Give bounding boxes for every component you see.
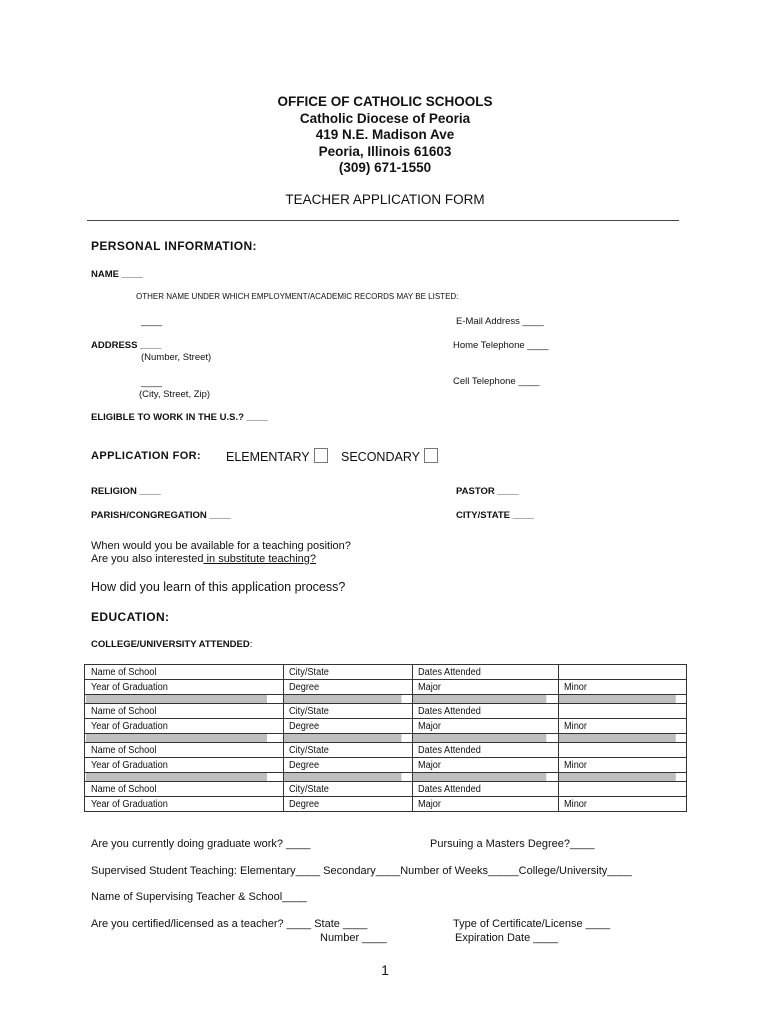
school-name-cell[interactable]: Name of School: [85, 704, 268, 719]
application-for-label: APPLICATION FOR:: [91, 450, 202, 462]
student-teaching-field[interactable]: Supervised Student Teaching: Elementary____ Secondary____Number of Weeks_____College/University____: [91, 865, 632, 877]
empty-cell[interactable]: [558, 665, 676, 680]
elementary-checkbox[interactable]: [314, 448, 328, 463]
table-separator: [85, 734, 687, 743]
dates-attended-cell[interactable]: Dates Attended: [412, 704, 546, 719]
secondary-option[interactable]: [341, 448, 438, 464]
empty-cell[interactable]: [558, 704, 676, 719]
table-row: [85, 680, 687, 695]
table-row: [85, 797, 687, 812]
personal-info-heading: PERSONAL INFORMATION:: [91, 239, 257, 253]
parish-field[interactable]: PARISH/CONGREGATION ____: [91, 510, 231, 521]
minor-cell[interactable]: Minor: [558, 758, 676, 773]
minor-cell[interactable]: Minor: [558, 680, 676, 695]
school-name-cell[interactable]: Name of School: [85, 743, 268, 758]
street-address: 419 N.E. Madison Ave: [315, 127, 455, 142]
address-hint: (Number, Street): [141, 352, 212, 363]
secondary-checkbox[interactable]: [424, 448, 438, 463]
masters-degree-field[interactable]: Pursuing a Masters Degree?____: [430, 838, 595, 850]
city-hint: (City, Street, Zip): [139, 389, 211, 400]
parish-city-state-field[interactable]: CITY/STATE ____: [456, 510, 534, 521]
city-address: Peoria, Illinois 61603: [318, 143, 452, 159]
empty-cell[interactable]: [558, 743, 676, 758]
diocese-name: Catholic Diocese of Peoria: [299, 110, 471, 126]
dates-attended-cell[interactable]: Dates Attended: [412, 665, 546, 680]
degree-cell[interactable]: Degree: [283, 680, 402, 695]
school-name-cell[interactable]: Name of School: [85, 665, 268, 680]
degree-cell[interactable]: Degree: [283, 758, 402, 773]
minor-cell[interactable]: Minor: [558, 797, 676, 812]
phone-number: (309) 671-1550: [338, 160, 432, 175]
header-divider: [87, 220, 679, 221]
elementary-option[interactable]: [226, 448, 328, 464]
supervising-teacher-field[interactable]: Name of Supervising Teacher & School____: [91, 891, 307, 903]
form-title: TEACHER APPLICATION FORM: [285, 192, 485, 207]
substitute-question-underlined: in substitute teaching?: [203, 553, 317, 565]
expiration-date-field[interactable]: Expiration Date ____: [455, 932, 558, 944]
graduation-year-cell[interactable]: Year of Graduation: [85, 797, 268, 812]
table-row: [85, 743, 687, 758]
college-attended-text: COLLEGE/UNIVERSITY ATTENDED: [91, 639, 250, 650]
other-name-label: OTHER NAME UNDER WHICH EMPLOYMENT/ACADEMIC RECORDS MAY BE LISTED:: [136, 292, 459, 301]
major-cell[interactable]: Major: [412, 719, 546, 734]
email-field[interactable]: E-Mail Address ____: [456, 316, 544, 327]
table-row: [85, 758, 687, 773]
education-table: [84, 664, 687, 812]
availability-question: When would you be available for a teaching position?: [91, 540, 351, 552]
city-state-cell[interactable]: City/State: [283, 743, 402, 758]
substitute-question-prefix: Are you also interested: [91, 553, 204, 565]
secondary-label: SECONDARY: [341, 450, 420, 464]
graduate-work-field[interactable]: Are you currently doing graduate work? ____: [91, 838, 311, 850]
page-number: 1: [381, 962, 389, 978]
table-row: [85, 704, 687, 719]
degree-cell[interactable]: Degree: [283, 719, 402, 734]
table-row: [85, 782, 687, 797]
graduation-year-cell[interactable]: Year of Graduation: [85, 680, 268, 695]
other-name-field[interactable]: ____: [141, 316, 163, 327]
college-attended-label: [91, 639, 252, 650]
college-attended-colon: :: [249, 639, 253, 650]
dates-attended-cell[interactable]: Dates Attended: [412, 743, 546, 758]
major-cell[interactable]: Major: [412, 758, 546, 773]
name-field[interactable]: NAME ____: [91, 269, 143, 280]
table-separator: [85, 773, 687, 782]
school-name-cell[interactable]: Name of School: [85, 782, 268, 797]
minor-cell[interactable]: Minor: [558, 719, 676, 734]
learn-process-question: How did you learn of this application process?: [91, 580, 346, 594]
graduation-year-cell[interactable]: Year of Graduation: [85, 719, 268, 734]
cell-telephone-field[interactable]: Cell Telephone ____: [453, 376, 540, 387]
table-separator: [85, 695, 687, 704]
table-row: [85, 665, 687, 680]
city-state-cell[interactable]: City/State: [283, 704, 402, 719]
certificate-number-field[interactable]: Number ____: [320, 932, 387, 944]
city-field[interactable]: ____: [141, 377, 163, 388]
major-cell[interactable]: Major: [412, 680, 546, 695]
degree-cell[interactable]: Degree: [283, 797, 402, 812]
graduation-year-cell[interactable]: Year of Graduation: [85, 758, 268, 773]
home-telephone-field[interactable]: Home Telephone ____: [453, 340, 549, 351]
table-row: [85, 719, 687, 734]
certificate-type-field[interactable]: Type of Certificate/License ____: [453, 918, 611, 930]
city-state-cell[interactable]: City/State: [283, 665, 402, 680]
city-state-cell[interactable]: City/State: [283, 782, 402, 797]
dates-attended-cell[interactable]: Dates Attended: [412, 782, 546, 797]
address-field[interactable]: ADDRESS ____: [91, 340, 162, 351]
office-title: OFFICE OF CATHOLIC SCHOOLS: [277, 94, 493, 109]
education-heading: EDUCATION:: [91, 610, 170, 624]
pastor-field[interactable]: PASTOR ____: [456, 486, 519, 497]
empty-cell[interactable]: [558, 782, 676, 797]
religion-field[interactable]: RELIGION ____: [91, 486, 161, 497]
eligible-field[interactable]: ELIGIBLE TO WORK IN THE U.S.? ____: [91, 412, 268, 423]
substitute-question: [91, 553, 316, 565]
certified-field[interactable]: Are you certified/licensed as a teacher? ____ State ____: [91, 918, 368, 930]
major-cell[interactable]: Major: [412, 797, 546, 812]
elementary-label: ELEMENTARY: [226, 450, 310, 464]
